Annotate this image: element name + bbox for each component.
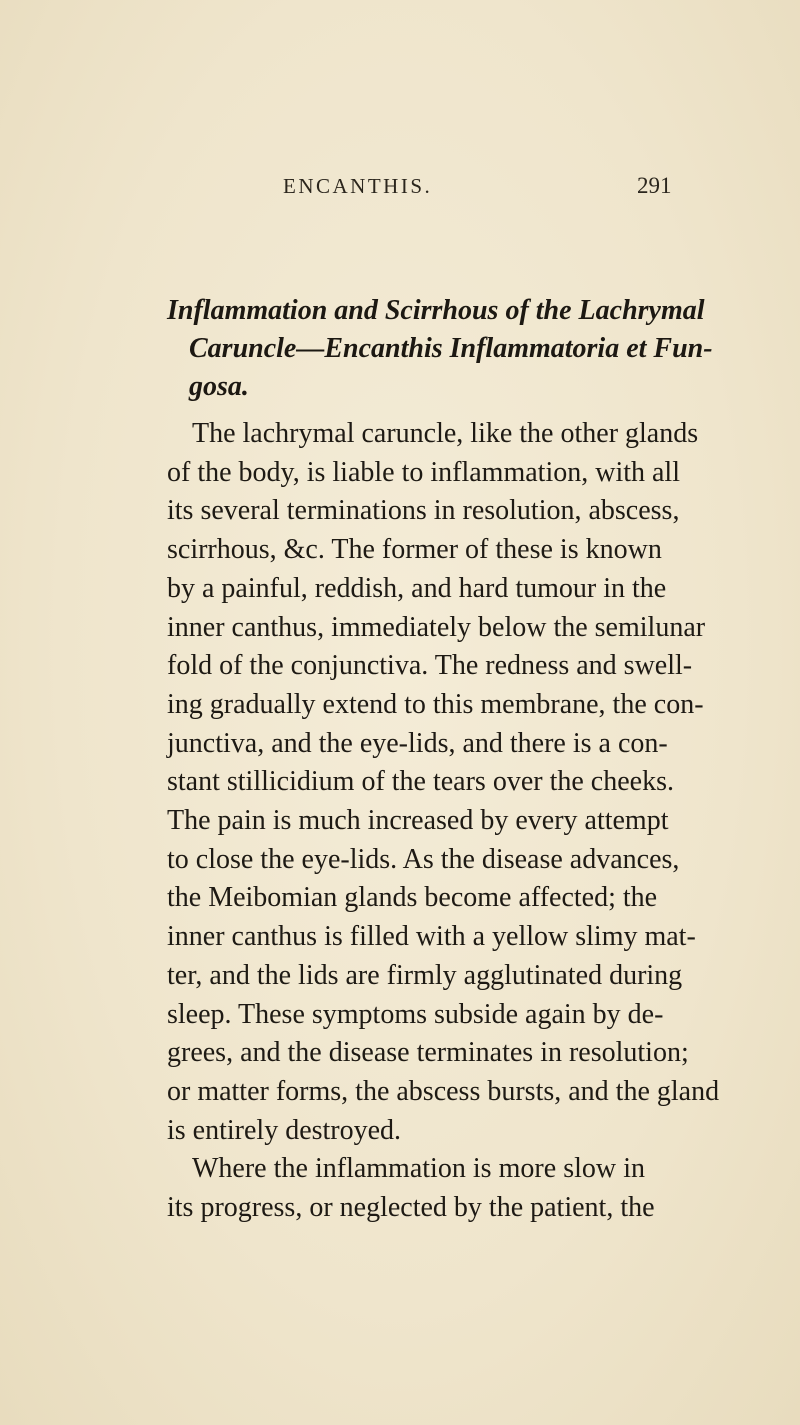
text-line: inner canthus is filled with a yellow slimy mat- [167, 921, 696, 953]
text-line: sleep. These symptoms subside again by de- [167, 998, 664, 1030]
text-line: its several terminations in resolution, abscess, [167, 495, 680, 527]
text-line: inner canthus, immediately below the semilunar [167, 611, 706, 643]
text-line: Where the inflammation is more slow in [192, 1153, 645, 1185]
running-head [0, 174, 800, 204]
text-line: by a painful, reddish, and hard tumour in the [167, 572, 667, 604]
text-line: The pain is much increased by every attempt [167, 805, 669, 837]
paragraph-1 [167, 415, 720, 1150]
text-line: grees, and the disease terminates in resolution; [167, 1037, 689, 1069]
text-line: or matter forms, the abscess bursts, and the gland [167, 1075, 720, 1107]
body-text [167, 415, 720, 1228]
running-title: ENCANTHIS. [283, 174, 433, 198]
section-heading [167, 292, 713, 406]
text-line: stant stillicidium of the tears over the cheeks. [167, 766, 674, 798]
text-line: fold of the conjunctiva. The redness and swell- [167, 650, 693, 682]
text-line: to close the eye-lids. As the disease advances, [167, 843, 680, 875]
page-number: 291 [637, 173, 672, 198]
text-line: of the body, is liable to inflammation, with all [167, 456, 680, 488]
text-line: scirrhous, &c. The former of these is known [167, 534, 662, 566]
text-line: ter, and the lids are firmly agglutinated during [167, 959, 683, 991]
text-line: junctiva, and the eye-lids, and there is a con- [167, 727, 668, 759]
heading-line: Inflammation and Scirrhous of the Lachrymal [167, 295, 705, 326]
text-line: the Meibomian glands become affected; the [167, 882, 658, 914]
text-line: The lachrymal caruncle, like the other glands [192, 418, 699, 449]
text-line: ing gradually extend to this membrane, the con- [167, 688, 704, 720]
heading-line: Caruncle—Encanthis Inflammatoria et Fun- [189, 333, 713, 364]
text-line: is entirely destroyed. [167, 1114, 402, 1146]
heading-line: gosa. [189, 371, 249, 402]
text-line: its progress, or neglected by the patient, the [167, 1192, 655, 1224]
paragraph-2 [167, 1150, 655, 1227]
